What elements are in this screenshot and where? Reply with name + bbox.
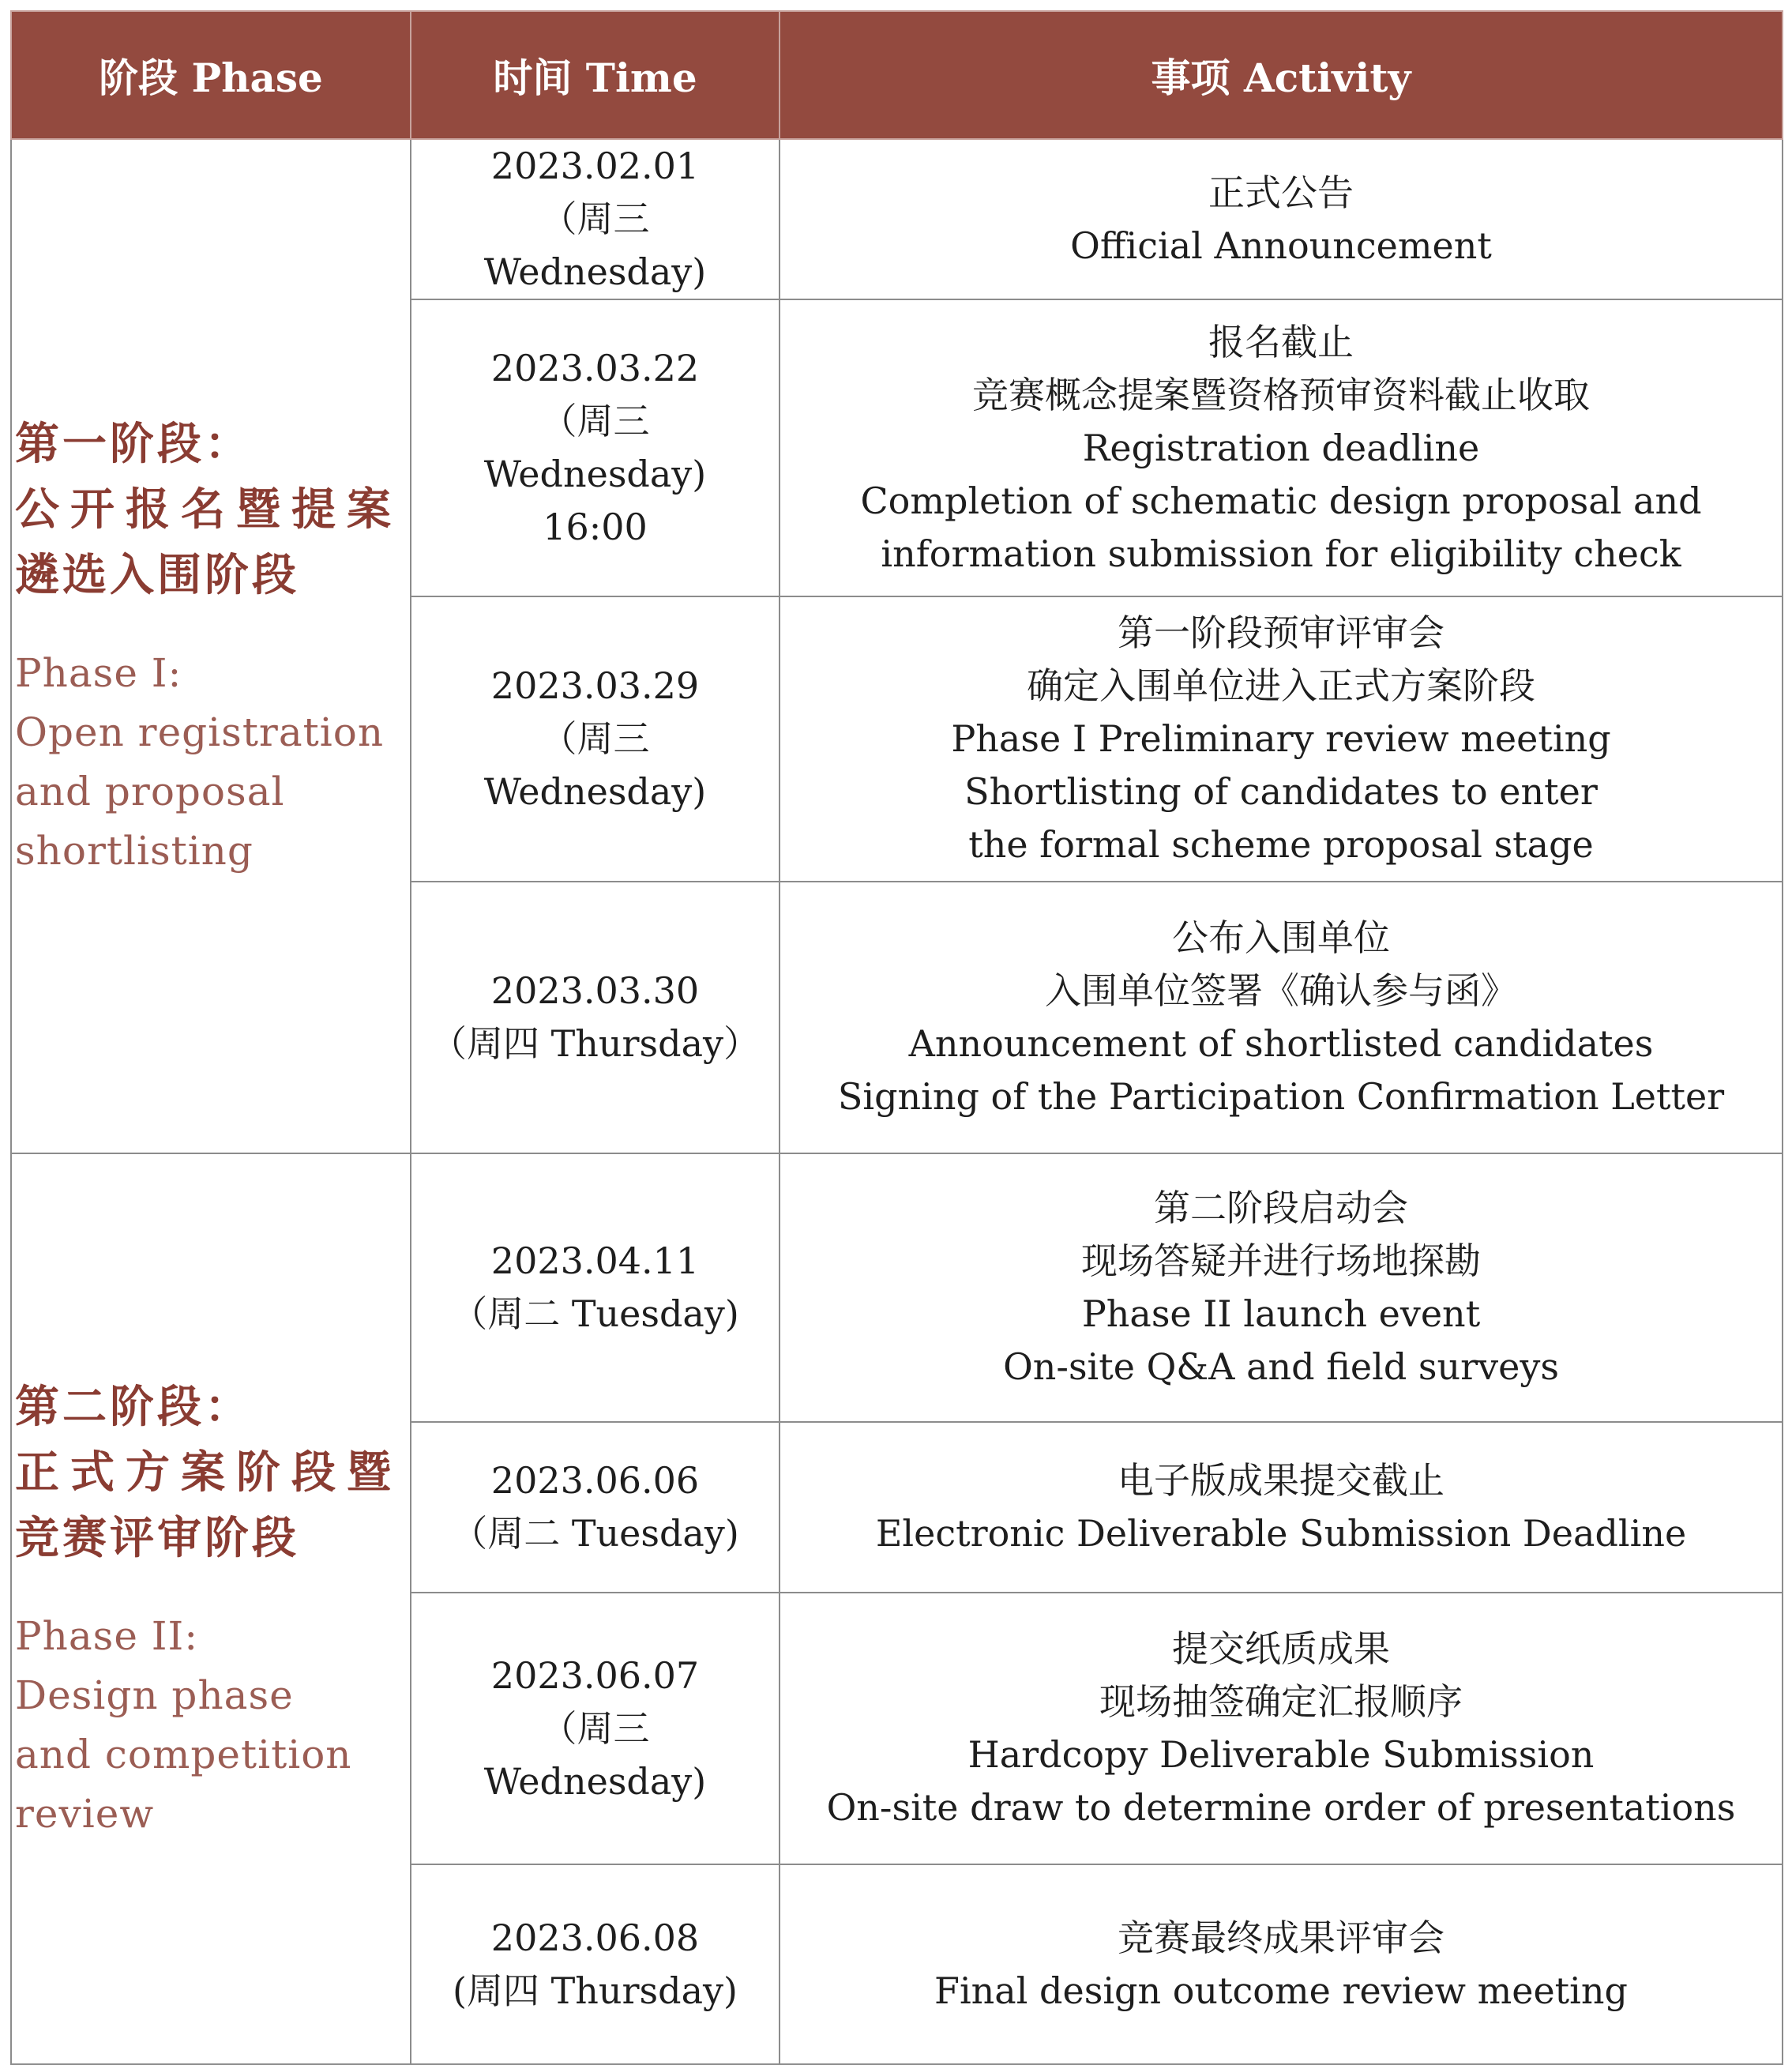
phase-title-en: Phase I: Open registration and proposal shortlisting [15,650,385,874]
time-cell: 2023.06.07 （周三 Wednesday) [411,1593,780,1864]
activity-cell: 第一阶段预审评审会 确定入围单位进入正式方案阶段 Phase I Preliminary review meeting Shortlisting of candidates to enter the formal scheme proposal stage [780,596,1783,882]
activity-cell: 报名截止 竞赛概念提案暨资格预审资料截止收取 Registration deadline Completion of schematic design proposal and information submission for eligibility check [780,299,1783,596]
time-cell: 2023.02.01 （周三 Wednesday) [411,139,780,299]
time-cell: 2023.04.11 （周二 Tuesday) [411,1153,780,1422]
table-row [11,139,1783,299]
header-time: 时间 Time [411,11,780,139]
activity-cell: 电子版成果提交截止 Electronic Deliverable Submission Deadline [780,1422,1783,1593]
activity-cell: 提交纸质成果 现场抽签确定汇报顺序 Hardcopy Deliverable Submission On-site draw to determine order of presentations [780,1593,1783,1864]
time-cell: 2023.03.29 （周三 Wednesday) [411,596,780,882]
table-row [11,1153,1783,1422]
time-cell: 2023.06.06 （周二 Tuesday) [411,1422,780,1593]
schedule-table [10,10,1783,2065]
header-row [11,11,1783,139]
activity-cell: 正式公告 Official Announcement [780,139,1783,299]
header-phase: 阶段 Phase [11,11,411,139]
phase-title-zh: 第一阶段： 公开报名暨提案 遴选入围阶段 [15,418,402,601]
time-cell: 2023.03.30 （周四 Thursday） [411,882,780,1153]
header-activity: 事项 Activity [780,11,1783,139]
phase-cell-2 [11,1153,411,2064]
time-cell: 2023.03.22 （周三 Wednesday) 16:00 [411,299,780,596]
activity-cell: 第二阶段启动会 现场答疑并进行场地探勘 Phase II launch event On-site Q&A and field surveys [780,1153,1783,1422]
phase-title-en: Phase II: Design phase and competition review [15,1612,352,1837]
time-cell: 2023.06.08 (周四 Thursday) [411,1864,780,2064]
activity-cell: 公布入围单位 入围单位签署《确认参与函》 Announcement of shortlisted candidates Signing of the Participation Confirmation Letter [780,882,1783,1153]
phase-title-zh: 第二阶段： 正式方案阶段暨 竞赛评审阶段 [15,1380,402,1564]
activity-cell: 竞赛最终成果评审会 Final design outcome review meeting [780,1864,1783,2064]
phase-cell-1 [11,139,411,1153]
